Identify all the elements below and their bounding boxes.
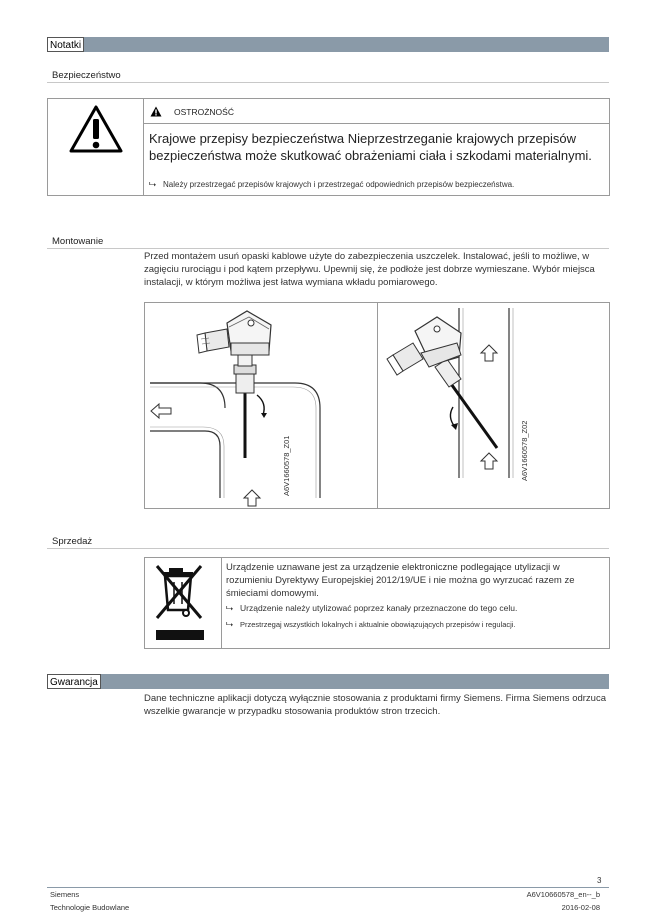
mounting-rule [47, 248, 609, 249]
warranty-bar-label: Gwarancja [47, 674, 101, 689]
mounting-section-title: Montowanie [52, 236, 104, 247]
safety-caution-box [47, 98, 610, 196]
disposal-bullet-2-text: Przestrzegaj wszystkich lokalnych i aktualnie obowiązujących przepisów i regulacji. [240, 620, 516, 629]
footer-company: Siemens [50, 890, 80, 899]
caution-label: OSTROŻNOŚĆ [174, 107, 234, 117]
safety-main-text: Krajowe przepisy bezpieczeństwa Nieprzestrzeganie krajowych przepisów bezpieczeństwa może skutkować obrażeniami ciała i szkodami materialnymi. [149, 131, 592, 163]
bullet-arrow-icon: ⮡ [226, 619, 234, 629]
header-bar [47, 37, 609, 52]
figure-right-code: A6V1660578_Z02 [520, 420, 529, 481]
warning-sign-cell [48, 99, 144, 195]
safety-rule [47, 82, 609, 83]
mounting-figure [144, 302, 610, 509]
footer-date: 2016-02-08 [561, 903, 600, 912]
safety-bullet-text: Należy przestrzegać przepisów krajowych i przestrzegać odpowiednich przepisów bezpieczeństwa. [163, 180, 515, 189]
footer-rule [47, 887, 609, 888]
disposal-text: Urządzenie uznawane jest za urządzenie elektroniczne podlegające utylizacji w rozumieniu Dyrektywy Europejskiej 2012/19/UE i nie można go wyrzucać razem ze śmieciami domowymi. [226, 562, 575, 599]
footer-doc-id: A6V10660578_en--_b [526, 890, 600, 899]
angled-mounting-illustration [379, 303, 609, 508]
safety-section-title: Bezpieczeństwo [52, 70, 121, 81]
elbow-mounting-illustration [145, 303, 375, 508]
figure-divider [377, 303, 378, 508]
crossed-out-bin-icon [153, 562, 209, 642]
mounting-text: Przed montażem usuń opaski kablowe użyte do zabezpieczenia uszczelek. Instalować, jeśli to możliwe, w zagięciu rurociągu i pod kątem przepływu. Upewnij się, że podłoże jest dobrze wymieszane. Wybór miejsca instalacji, w którym możliwa jest łatwa wymiana wkładu pomiarowego. [144, 251, 595, 288]
figure-left-code: A6V1660578_Z01 [282, 435, 291, 496]
caution-header-row [143, 99, 609, 124]
warning-triangle-icon [68, 104, 124, 154]
small-warning-icon [150, 106, 162, 117]
page-number: 3 [597, 876, 602, 885]
warranty-bar [47, 674, 609, 689]
bullet-arrow-icon: ⮡ [226, 603, 234, 613]
weee-symbol-cell [145, 558, 222, 648]
footer-division: Technologie Budowlane [50, 903, 130, 912]
warranty-text: Dane techniczne aplikacji dotyczą wyłącznie stosowania z produktami firmy Siemens. Firma Siemens odrzuca wszelkie gwarancje w przypadku stosowania produktów stron trzecich. [144, 693, 606, 717]
bullet-arrow-icon: ⮡ [149, 179, 157, 189]
disposal-rule [47, 548, 609, 549]
disposal-section-title: Sprzedaż [52, 536, 93, 547]
disposal-bullet-1-text: Urządzenie należy utylizować poprzez kanały przeznaczone do tego celu. [240, 603, 518, 613]
safety-bullet [149, 179, 607, 190]
disposal-bullet-1 [226, 603, 606, 614]
disposal-box [144, 557, 610, 649]
header-bar-label: Notatki [47, 37, 84, 52]
disposal-bullet-2 [226, 619, 606, 630]
